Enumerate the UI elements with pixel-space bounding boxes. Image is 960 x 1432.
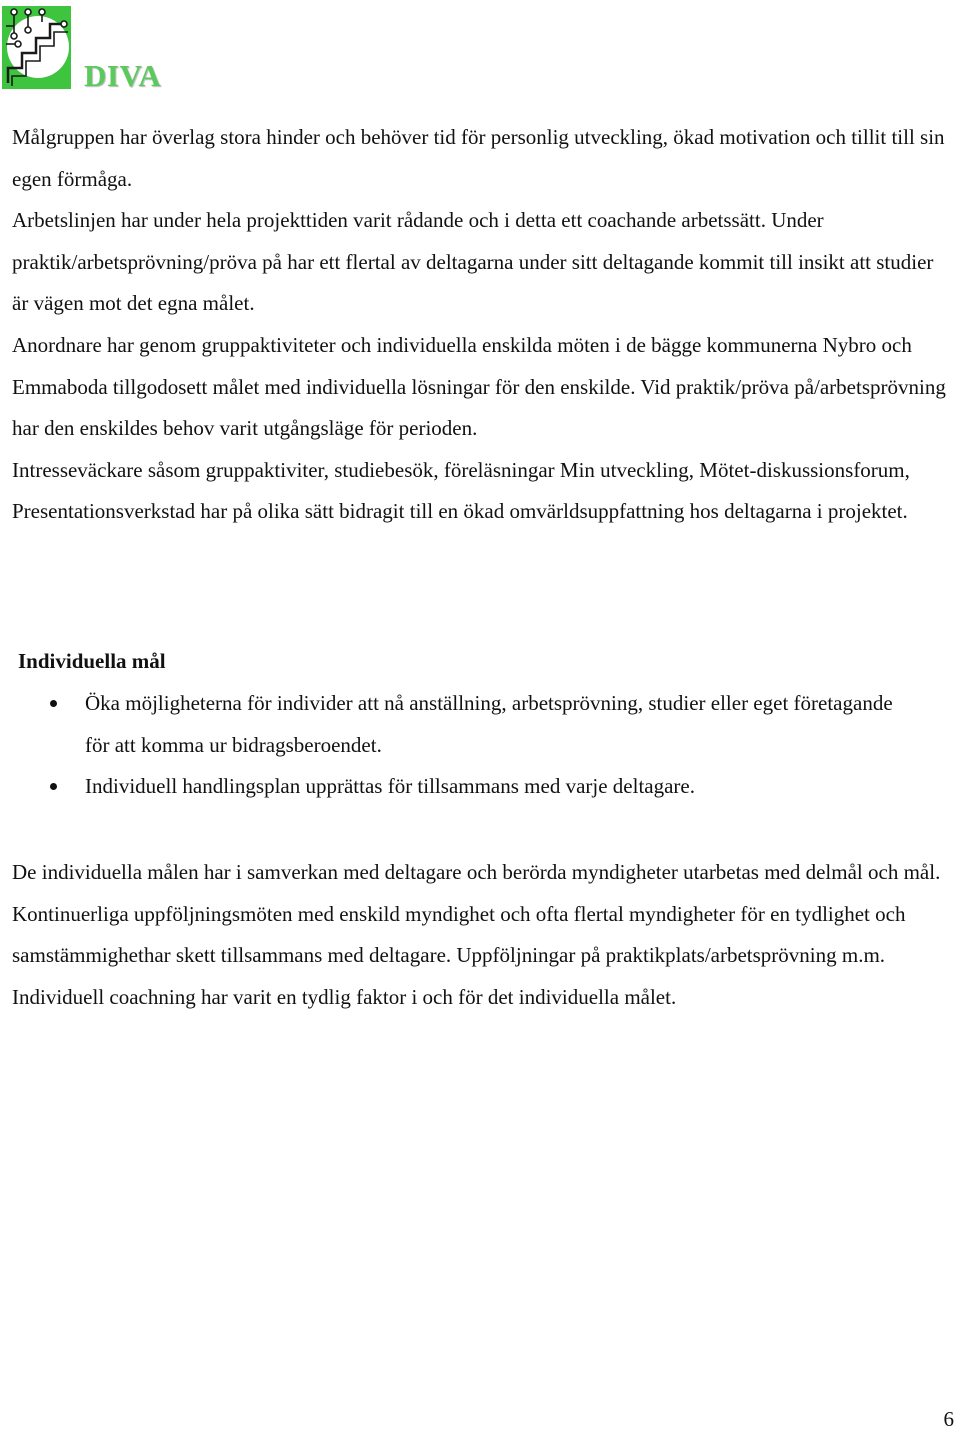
circuit-steps-icon bbox=[2, 6, 71, 89]
paragraph: Målgruppen har överlag stora hinder och behöver tid för personlig utveckling, ökad motivation och tillit till sin egen förmåga. bbox=[12, 125, 945, 191]
section-heading: Individuella mål bbox=[18, 649, 166, 673]
paragraph: Anordnare har genom gruppaktiviteter och individuella enskilda möten i de bägge kommunerna Nybro och Emmaboda tillgodosett målet med individuella lösningar för den enskilde. Vid praktik/pröva på/arbetsprövning har den enskildes behov varit utgångsläge för perioden. bbox=[12, 332, 946, 441]
paragraph: Intresseväckare såsom gruppaktiviter, studiebesök, föreläsningar Min utveckling, Mötet-diskussionsforum, Presentationsverkstad har på olika sätt bidragit till en ökad omvärldsuppfattning hos deltagarna i projektet. bbox=[12, 457, 910, 524]
goals-list bbox=[0, 683, 940, 808]
list-item: Individuell handlingsplan upprättas för tillsammans med varje deltagare. bbox=[0, 766, 940, 808]
paragraph: Arbetslinjen har under hela projekttiden varit rådande och i detta ett coachande arbetssätt. Under praktik/arbetsprövning/pröva på har ett flertal av deltagarna under sitt deltagande kommit till insikt att studier är vägen mot det egna målet. bbox=[12, 208, 934, 316]
section-followup bbox=[12, 852, 947, 1018]
paragraph: De individuella målen har i samverkan med deltagare och berörda myndigheter utarbetas med delmål och mål. Kontinuerliga uppföljningsmöten med enskild myndighet och ofta flertal myndigheter för en tydlighet och samstämmighethar skett tillsammans med deltagare. Uppföljningar på praktikplats/arbetsprövning m.m. Individuell coachning har varit en tydlig faktor i och för det individuella målet. bbox=[12, 860, 941, 1009]
logo-text: DIVA bbox=[84, 58, 162, 93]
list-item: Öka möjligheterna för individer att nå anställning, arbetsprövning, studier eller eget företagande för att komma ur bidragsberoendet. bbox=[0, 683, 940, 766]
section-intro bbox=[12, 117, 947, 533]
page-number: 6 bbox=[943, 1407, 954, 1431]
